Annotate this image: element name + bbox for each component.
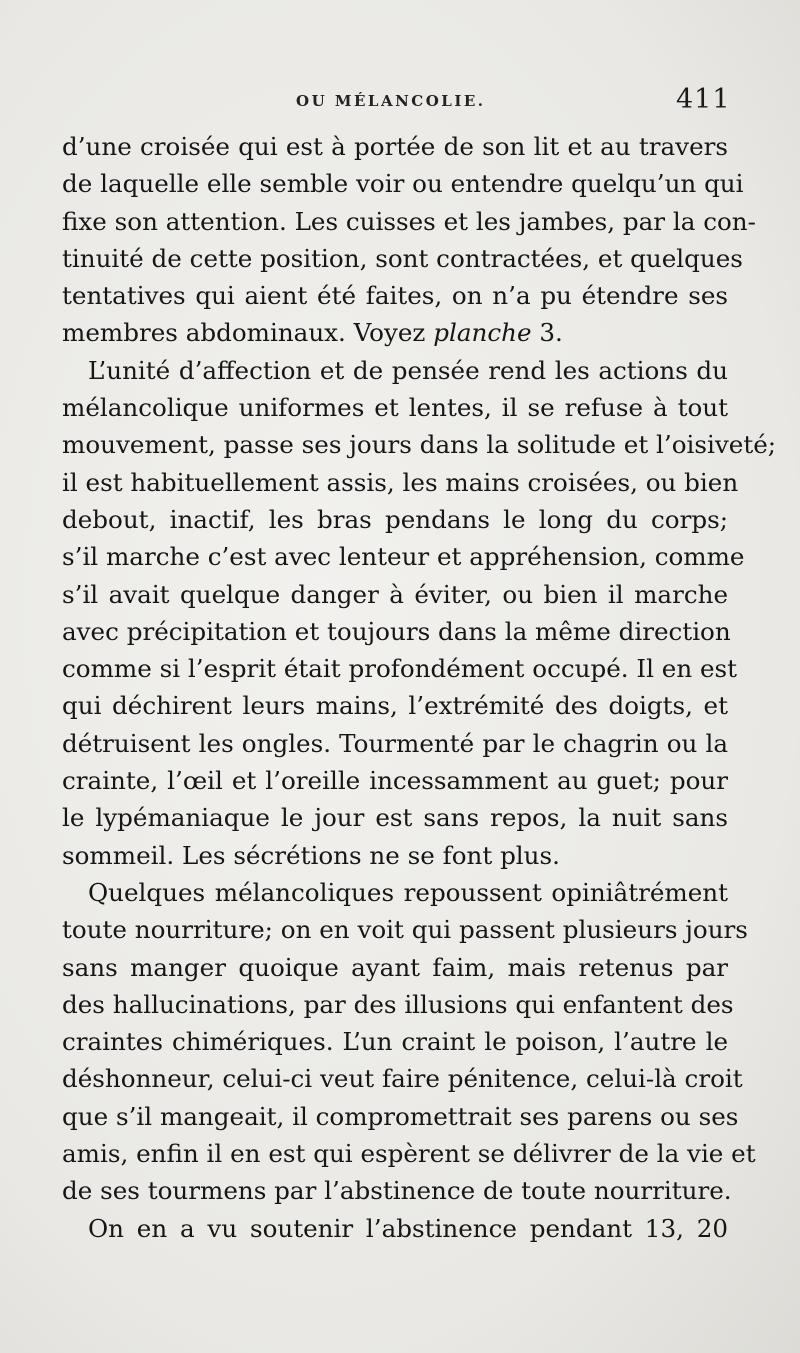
text-line: Quelques mélancoliques repoussent opiniâtrément: [88, 877, 728, 907]
text-line: [62, 314, 728, 351]
text-line: qui déchirent leurs mains, l’extrémité des doigts, et: [62, 691, 728, 721]
text-segment: membres abdominaux. Voyez: [62, 318, 434, 348]
text-line: mouvement, passe ses jours dans la solitude et l’oisiveté;: [62, 430, 777, 460]
text-line: d’une croisée qui est à portée de son lit et au travers: [62, 132, 728, 161]
text-line: comme si l’esprit était profondément occupé. Il en est: [62, 654, 738, 684]
text-segment: 3.: [531, 318, 563, 348]
text-line: s’il marche c’est avec lenteur et appréhension, comme: [62, 542, 745, 572]
text-line: L’unité d’affection et de pensée rend les actions du: [88, 355, 728, 385]
text-line: de ses tourmens par l’abstinence de toute nourriture.: [62, 1176, 732, 1206]
text-line: tinuité de cette position, sont contractées, et quelques: [62, 243, 743, 273]
text-line: amis, enfin il en est qui espèrent se délivrer de la vie et: [62, 1139, 756, 1169]
text-line: tentatives qui aient été faites, on n’a pu étendre ses: [62, 281, 728, 311]
text-line: que s’il mangeait, il compromettrait ses parens ou ses: [62, 1101, 739, 1131]
text-line: fixe son attention. Les cuisses et les jambes, par la con-: [62, 206, 756, 236]
text-line: des hallucinations, par des illusions qui enfantent des: [62, 989, 734, 1019]
text-line: s’il avait quelque danger à éviter, ou bien il marche: [62, 579, 728, 609]
text-line: craintes chimériques. L’un craint le poison, l’autre le: [62, 1027, 728, 1057]
page-header: [0, 84, 800, 120]
text-line: sommeil. Les sécrétions ne se font plus.: [62, 840, 560, 870]
text-line: toute nourriture; on en voit qui passent plusieurs jours: [62, 915, 748, 945]
paragraph-4: [62, 1210, 728, 1247]
text-line: mélancolique uniformes et lentes, il se refuse à tout: [62, 393, 728, 423]
text-line: le lypémaniaque le jour est sans repos, la nuit sans: [62, 803, 728, 833]
text-line: déshonneur, celui-ci veut faire pénitence, celui-là croit: [62, 1064, 743, 1094]
text-line: il est habituellement assis, les mains croisées, ou bien: [62, 467, 739, 497]
text-line: debout, inactif, les bras pendans le long du corps;: [62, 504, 728, 534]
text-line: détruisent les ongles. Tourmenté par le chagrin ou la: [62, 728, 728, 758]
text-line: de laquelle elle semble voir ou entendre quelqu’un qui: [62, 169, 744, 199]
page-number: 411: [676, 84, 731, 115]
plate-reference: planche: [433, 318, 532, 348]
text-line: sans manger quoique ayant faim, mais retenus par: [62, 952, 728, 982]
running-title: OU MÉLANCOLIE.: [296, 92, 486, 110]
paragraph-3: [62, 874, 756, 1210]
body-text: [62, 128, 777, 1247]
paragraph-2: [62, 352, 777, 874]
text-line: On en a vu soutenir l’abstinence pendant 13, 20: [88, 1213, 728, 1243]
text-line: avec précipitation et toujours dans la même direction: [62, 616, 731, 646]
paragraph-1: [62, 128, 756, 352]
text-line: crainte, l’œil et l’oreille incessamment au guet; pour: [62, 766, 728, 796]
